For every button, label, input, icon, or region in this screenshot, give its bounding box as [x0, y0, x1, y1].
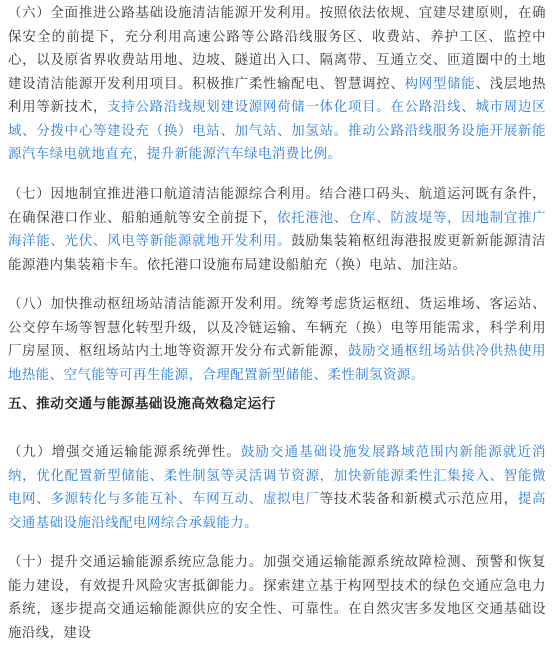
highlighted-text: 提高交通基础设施沿线配电网综合承载能力。: [8, 492, 547, 531]
body-text: 、浅层地热利用等新技术，: [8, 76, 547, 115]
paragraph-8: [8, 293, 546, 387]
highlighted-text: 支持公路沿线规划建设源网荷储一体化项目。在公路沿线、城市周边区域、分拨中心等建设充（换）电站、加气站、加氢站。推动公路沿线服务设施开展新能源汽车绿电就地直充，提升新能源汽车绿电消费比例。: [8, 100, 546, 162]
paragraph-7: [8, 183, 546, 277]
highlighted-text: 鼓励交通基础设施发展路域范围内新能源就近消纳，优化配置新型储能、柔性制氢等灵活调节资源，加快新能源柔性汇集接入、智能微电网、多源转化与多能互补、车网互动、虚拟电厂: [8, 445, 546, 507]
body-text: （九）增强交通运输能源系统弹性。: [8, 445, 241, 460]
paragraph-10: [8, 551, 546, 645]
body-text: （七）因地制宜推进港口航道清洁能源综合利用。结合港口码头、航道运河既有条件，在确保港口作业、船舶通航等安全前提下，: [8, 187, 546, 226]
body-text: （八）加快推动枢纽场站清洁能源开发利用。统筹考虑货运枢纽、货运堆场、客运站、公交停车场等智慧化转型升级，以及冷链运输、车辆充（换）电等用能需求，科学利用厂房屋顶、枢纽场站内土地等资源开发分布式新能源，: [8, 297, 546, 359]
paragraph-9: [8, 441, 546, 535]
body-text: （六）全面推进公路基础设施清洁能源开发利用。按照依法依规、宜建尽建原则，在确保安全的前提下，充分利用高速公路等公路沿线服务区、收费站、养护工区、监控中心，以及原省界收费站用地、边坡、隧道出入口、隔离带、互通立交、匝道圈中的土地建设清洁能源开发利用项目。积极推广柔性输配电、智慧调控、: [8, 6, 546, 92]
highlighted-text: 鼓励交通枢纽场站供冷供热使用地热能、空气能等可再生能源，合理配置新型储能、柔性制氢资源。: [8, 344, 547, 383]
body-text: 鼓励集装箱枢纽海港报废更新新能源清洁能源港内集装箱卡车。依托港口设施布局建设船舶充（换）电站、加注站。: [8, 234, 547, 273]
body-text: （十）提升交通运输能源系统应急能力。加强交通运输能源系统故障检测、预警和恢复能力建设，有效提升风险灾害抵御能力。探索建立基于构网型技术的绿色交通应急电力系统，逐步提高交通运输能源供应的安全性、可靠性。在自然灾害多发地区交通基础设施沿线，建设: [8, 555, 546, 641]
highlighted-text: 依托港池、仓库、防波堤等，因地制宜推广海洋能、光伏、风电等新能源就地开发利用。: [8, 210, 547, 249]
paragraph-6: [8, 2, 546, 167]
highlighted-text: 构网型储能: [404, 76, 476, 92]
section-heading: 五、推动交通与能源基础设施高效稳定运行: [8, 396, 276, 412]
body-text: 等技术装备和新模式示范应用，: [319, 492, 518, 507]
